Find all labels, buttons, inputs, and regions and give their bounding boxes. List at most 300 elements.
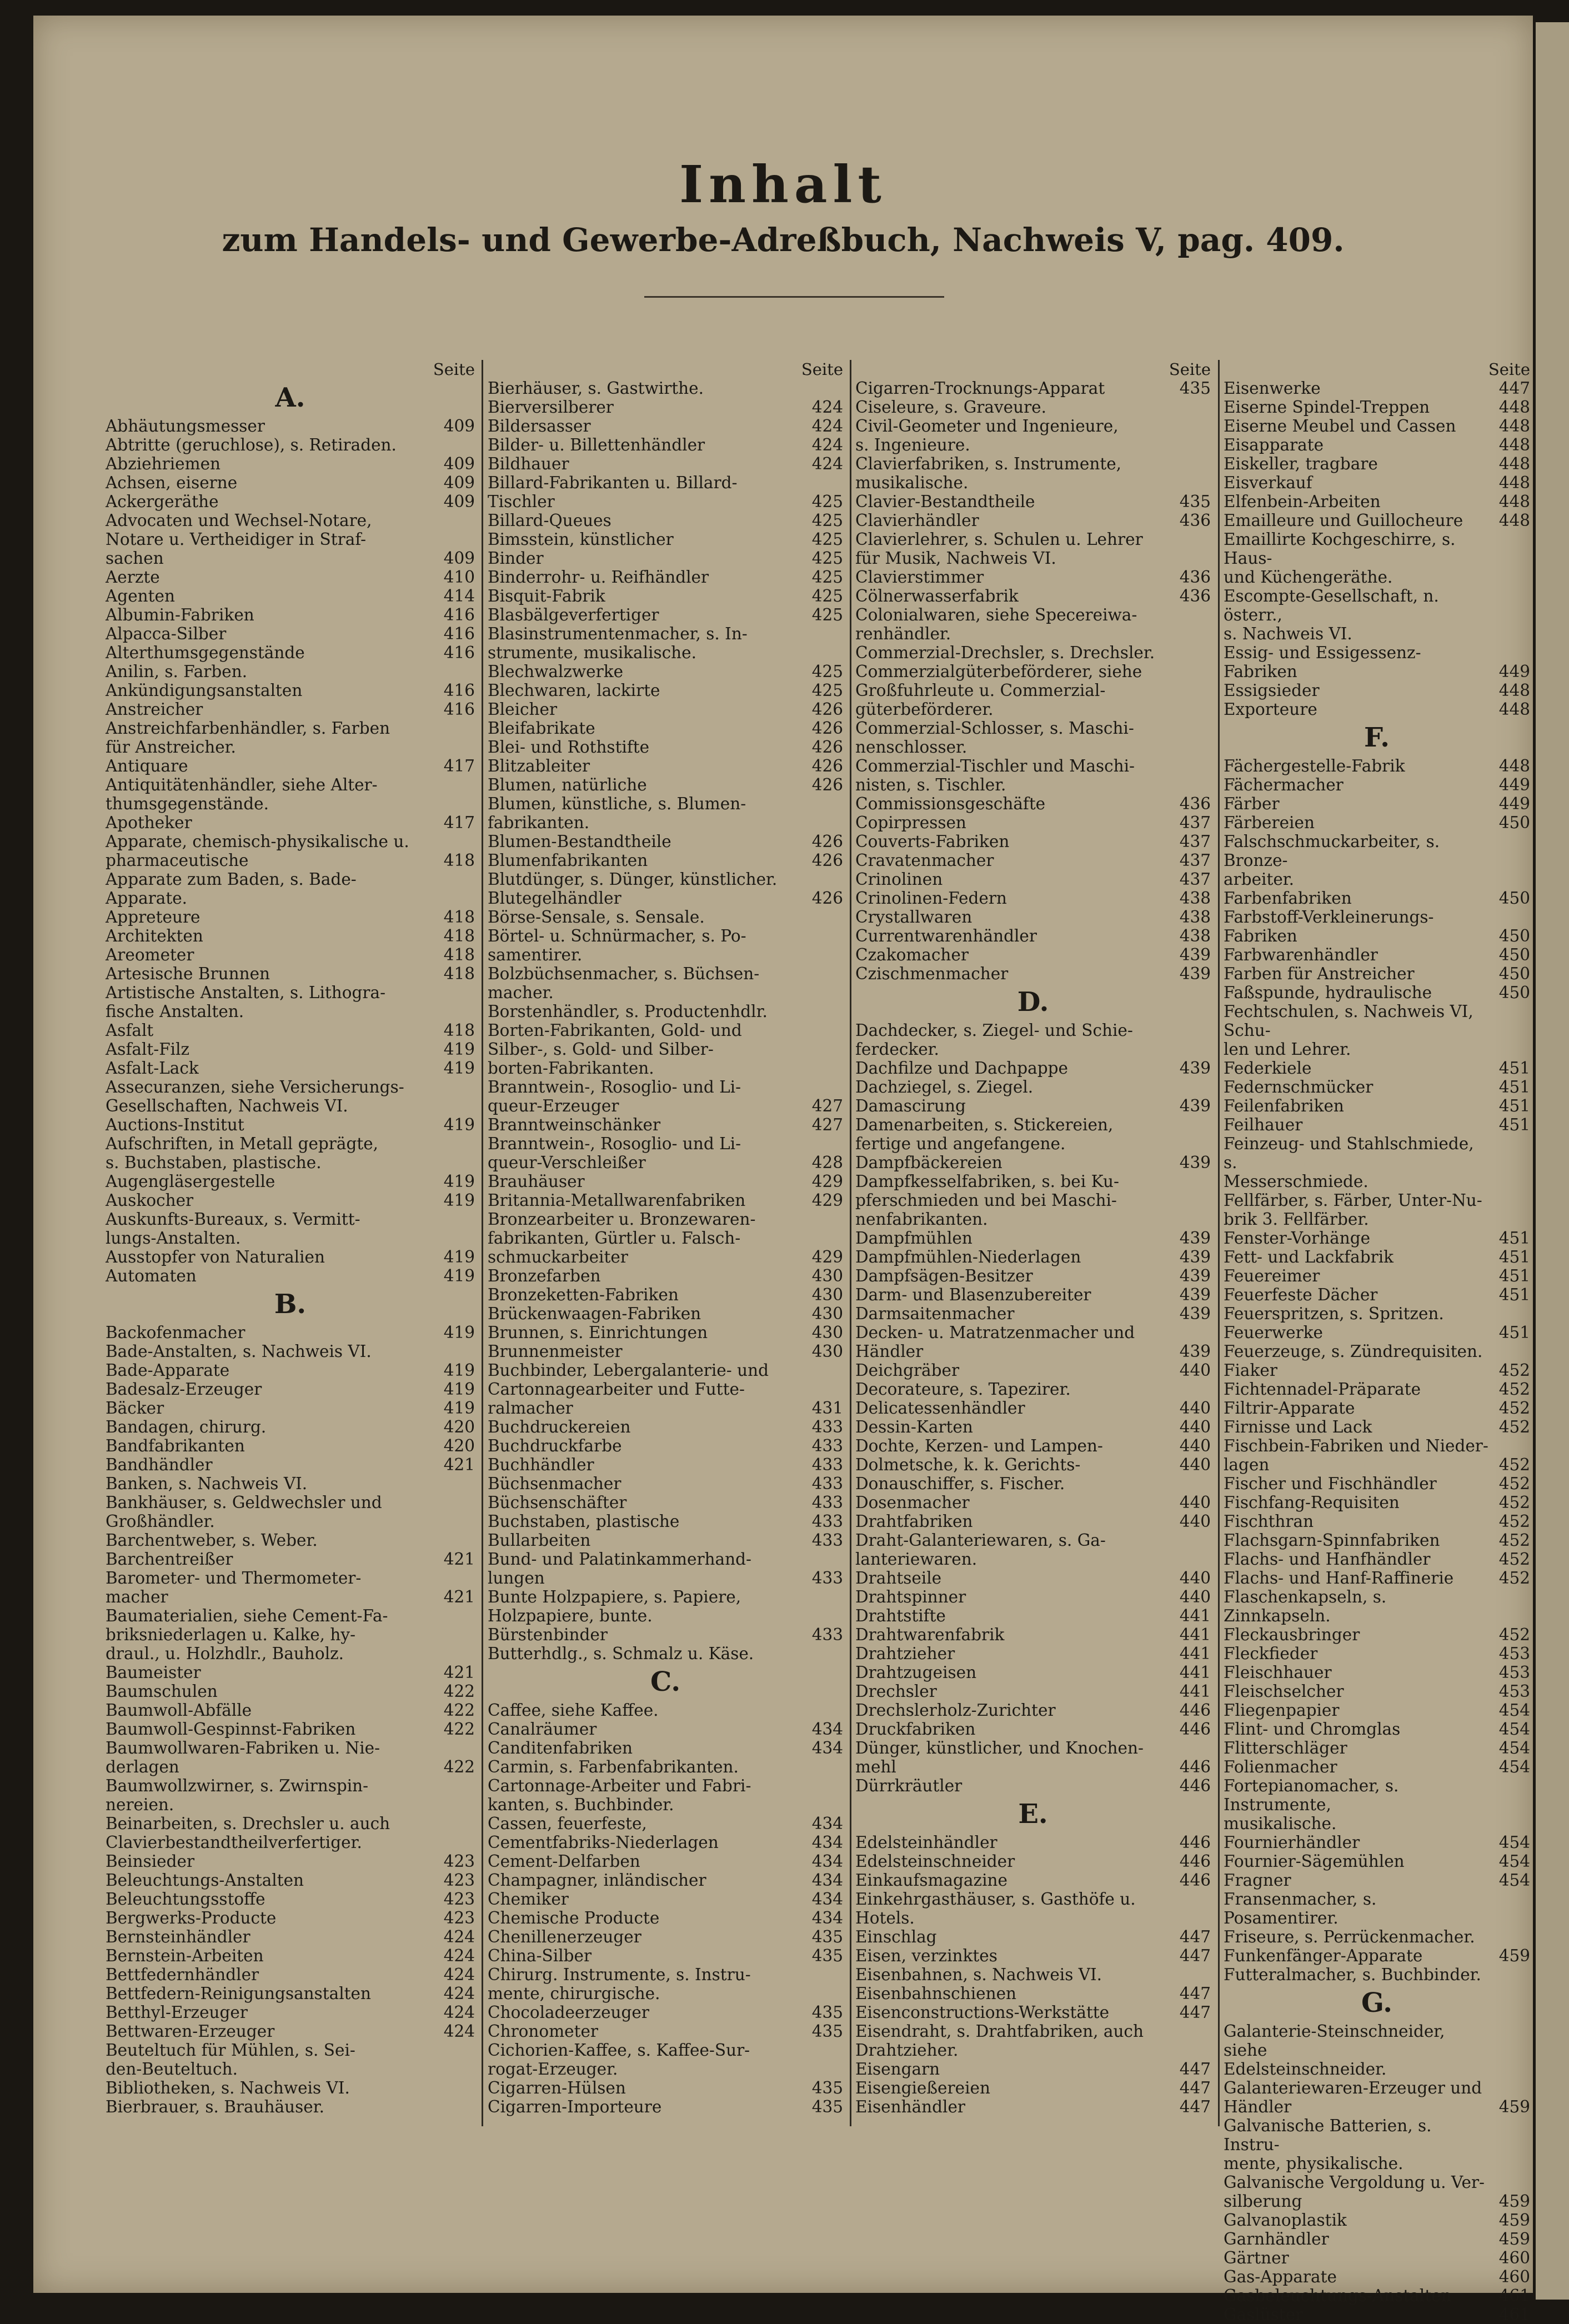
index-entry xyxy=(1224,587,1530,643)
column-header-seite: Seite xyxy=(433,360,475,379)
entry-term: Dessin-Karten xyxy=(855,1418,973,1436)
entry-term: Feuereimer xyxy=(1224,1266,1320,1285)
entry-page-number: 424 xyxy=(443,2003,475,2022)
entry-term: Gasbeleuchtungs-Anstalten xyxy=(1224,2286,1452,2305)
section-letter: C. xyxy=(650,1666,681,1697)
entry-term: Edelsteinschneider xyxy=(855,1852,1015,1871)
entry-page-number: 430 xyxy=(811,1266,843,1285)
entry-term: Draht-Galanteriewaren, s. Ga- lanteriewaren. xyxy=(855,1531,1106,1569)
entry-page-number: 459 xyxy=(1498,2211,1530,2230)
entry-page-number: 454 xyxy=(1498,1701,1530,1720)
index-entry xyxy=(106,719,475,757)
entry-term: Britannia-Metallwarenfabriken xyxy=(488,1191,746,1210)
index-entry xyxy=(1224,757,1530,775)
entry-page-number: 426 xyxy=(811,738,843,757)
entry-term: Damenarbeiten, s. Stickereien, fertige und angefangene. xyxy=(855,1115,1114,1153)
entry-term: Bandfabrikanten xyxy=(106,1436,245,1455)
index-entry xyxy=(488,832,843,851)
index-entry xyxy=(106,1871,475,1890)
index-entry xyxy=(1224,1871,1530,1890)
entry-page-number: 450 xyxy=(1498,926,1530,945)
entry-page-number: 424 xyxy=(443,1984,475,2003)
entry-page-number: 425 xyxy=(811,662,843,681)
index-entry xyxy=(106,587,475,605)
entry-page-number: 454 xyxy=(1498,1757,1530,1776)
entry-page-number: 424 xyxy=(443,2022,475,2041)
entry-page-number: 449 xyxy=(1498,794,1530,813)
index-entry xyxy=(488,2022,843,2041)
entry-term: Bildhauer xyxy=(488,454,569,473)
entry-page-number: 461 xyxy=(1498,2305,1530,2324)
entry-term: Feinzeug- und Stahlschmiede, s. Messerschmiede. xyxy=(1224,1134,1474,1191)
entry-term: Brunnen, s. Einrichtungen xyxy=(488,1323,708,1342)
entry-page-number: 417 xyxy=(443,813,475,832)
index-entry xyxy=(855,794,1211,813)
index-entry xyxy=(855,1852,1211,1871)
entry-term: Commerzial-Schlosser, s. Maschi- nenschlosser. xyxy=(855,719,1134,757)
entry-term: Beuteltuch für Mühlen, s. Sei- den-Beuteltuch. xyxy=(106,2041,355,2078)
index-entry xyxy=(855,1606,1211,1625)
index-entry xyxy=(855,945,1211,964)
entry-term: Blumen-Bestandtheile xyxy=(488,832,671,851)
entry-page-number: 430 xyxy=(811,1323,843,1342)
entry-term: Crinolinen-Federn xyxy=(855,889,1007,908)
entry-term: Czischmenmacher xyxy=(855,964,1009,983)
entry-term: Drahtfabriken xyxy=(855,1512,973,1531)
index-entry xyxy=(855,643,1211,662)
entry-term: Essigsieder xyxy=(1224,681,1320,700)
entry-term: Commerzialgüterbeförderer, siehe Großfuhrleute u. Commerzial- güterbeförderer. xyxy=(855,662,1142,719)
column-header-seite: Seite xyxy=(801,360,843,379)
entry-term: Fechtschulen, s. Nachweis VI, Schu- len und Lehrer. xyxy=(1224,1002,1473,1059)
index-entry xyxy=(1224,1380,1530,1399)
index-entry xyxy=(488,398,843,417)
entry-page-number: 448 xyxy=(1498,473,1530,492)
entry-term: Buchstaben, plastische xyxy=(488,1512,680,1531)
index-entry xyxy=(106,1380,475,1399)
entry-page-number: 446 xyxy=(1179,1757,1211,1776)
index-entry xyxy=(488,1587,843,1625)
entry-page-number: 448 xyxy=(1498,398,1530,417)
index-entry xyxy=(106,662,475,681)
entry-page-number: 446 xyxy=(1179,1720,1211,1739)
entry-term: Drahtseile xyxy=(855,1569,942,1587)
entry-term: Cravatenmacher xyxy=(855,851,994,870)
entry-page-number: 452 xyxy=(1498,1455,1530,1474)
entry-term: Escompte-Gesellschaft, n. österr., s. Nachweis VI. xyxy=(1224,587,1439,643)
index-entry xyxy=(1224,1361,1530,1380)
entry-term: Eisengießereien xyxy=(855,2078,990,2097)
entry-page-number: 439 xyxy=(1179,1153,1211,1172)
index-entry xyxy=(488,1871,843,1890)
entry-page-number: 435 xyxy=(811,2078,843,2097)
entry-term: Fleckausbringer xyxy=(1224,1625,1360,1644)
index-entry xyxy=(1224,1323,1530,1342)
entry-page-number: 424 xyxy=(443,1927,475,1946)
index-entry xyxy=(488,2097,843,2116)
entry-term: Blumen, künstliche, s. Blumen- fabrikanten. xyxy=(488,794,746,832)
entry-term: Cichorien-Kaffee, s. Kaffee-Sur- rogat-Erzeuger. xyxy=(488,2041,750,2078)
entry-term: Clavierlehrer, s. Schulen u. Lehrer für Musik, Nachweis VI. xyxy=(855,530,1143,568)
entry-page-number: 434 xyxy=(811,1720,843,1739)
entry-page-number: 418 xyxy=(443,964,475,983)
entry-term: Baumwollwaren-Fabriken u. Nie- derlagen xyxy=(106,1739,380,1776)
entry-term: Billard-Fabrikanten u. Billard- Tischler xyxy=(488,473,738,511)
entry-term: Blutdünger, s. Dünger, künstlicher. xyxy=(488,870,778,889)
entry-term: Bronzefarben xyxy=(488,1266,601,1285)
entry-page-number: 438 xyxy=(1179,908,1211,926)
index-entry xyxy=(855,1096,1211,1115)
index-entry xyxy=(106,1814,475,1852)
entry-page-number: 452 xyxy=(1498,1550,1530,1569)
entry-term: Fellfärber, s. Färber, Unter-Nu- brik 3. Fellfärber. xyxy=(1224,1191,1482,1229)
entry-term: Dochte, Kerzen- und Lampen- xyxy=(855,1436,1103,1455)
index-entry xyxy=(1224,2267,1530,2286)
index-entry xyxy=(855,757,1211,794)
index-entry xyxy=(106,1852,475,1871)
entry-page-number: 447 xyxy=(1179,1946,1211,1965)
entry-page-number: 416 xyxy=(443,643,475,662)
index-entry xyxy=(106,1191,475,1210)
entry-page-number: 448 xyxy=(1498,492,1530,511)
index-entry xyxy=(488,1833,843,1852)
entry-page-number: 454 xyxy=(1498,1871,1530,1890)
index-entry xyxy=(106,605,475,624)
index-entry xyxy=(1224,945,1530,964)
entry-page-number: 418 xyxy=(443,1021,475,1040)
entry-term: Drahtspinner xyxy=(855,1587,966,1606)
entry-page-number: 425 xyxy=(811,568,843,587)
index-entry xyxy=(106,1493,475,1531)
index-entry xyxy=(488,1210,843,1266)
entry-term: Flaschenkapseln, s. Zinnkapseln. xyxy=(1224,1587,1387,1625)
entry-page-number: 419 xyxy=(443,1191,475,1210)
index-entry xyxy=(855,1078,1211,1096)
entry-term: Blechwalzwerke xyxy=(488,662,624,681)
entry-term: Buchbinder, Lebergalanterie- und Cartonnagearbeiter und Futte- ralmacher xyxy=(488,1361,769,1418)
entry-term: Dampfmühlen xyxy=(855,1229,973,1248)
entry-term: Colonialwaren, siehe Specereiwa- renhändler. xyxy=(855,605,1137,643)
index-entry xyxy=(106,1701,475,1720)
entry-term: Bund- und Palatinkammerhand- lungen xyxy=(488,1550,751,1587)
entry-page-number: 435 xyxy=(811,2022,843,2041)
index-entry xyxy=(106,1021,475,1040)
entry-page-number: 427 xyxy=(811,1115,843,1134)
entry-page-number: 441 xyxy=(1179,1644,1211,1663)
index-entry xyxy=(488,568,843,587)
entry-term: Donauschiffer, s. Fischer. xyxy=(855,1474,1065,1493)
index-entry xyxy=(106,624,475,643)
entry-page-number: 422 xyxy=(443,1682,475,1701)
entry-page-number: 434 xyxy=(811,1909,843,1927)
entry-page-number: 409 xyxy=(443,417,475,435)
entry-term: Betthyl-Erzeuger xyxy=(106,2003,248,2022)
entry-page-number: 437 xyxy=(1179,832,1211,851)
index-entry xyxy=(106,2097,475,2116)
index-entry xyxy=(106,2078,475,2097)
entry-term: Borten-Fabrikanten, Gold- und Silber-, s. Gold- und Silber- borten-Fabrikanten. xyxy=(488,1021,742,1078)
entry-page-number: 446 xyxy=(1179,1871,1211,1890)
index-entry xyxy=(855,1115,1211,1153)
entry-term: Bronzearbeiter u. Bronzewaren- fabrikanten, Gürtler u. Falsch- schmuckarbeiter xyxy=(488,1210,756,1266)
entry-term: Brauhäuser xyxy=(488,1172,585,1191)
entry-page-number: 434 xyxy=(811,1814,843,1833)
index-entry xyxy=(1224,1096,1530,1115)
index-entry xyxy=(488,1890,843,1909)
entry-term: Feilhauer xyxy=(1224,1115,1303,1134)
entry-page-number: 446 xyxy=(1179,1701,1211,1720)
entry-page-number: 439 xyxy=(1179,1096,1211,1115)
index-entry xyxy=(488,1927,843,1946)
entry-term: Einschlag xyxy=(855,1927,937,1946)
index-entry xyxy=(488,1323,843,1342)
index-entry xyxy=(855,889,1211,908)
index-entry xyxy=(1224,1644,1530,1663)
index-entry xyxy=(106,983,475,1021)
entry-page-number: 424 xyxy=(811,454,843,473)
entry-term: Gaslüster xyxy=(1224,2305,1304,2324)
entry-term: Beinsieder xyxy=(106,1852,195,1871)
entry-term: Achsen, eiserne xyxy=(106,473,238,492)
entry-term: Beleuchtungsstoffe xyxy=(106,1890,265,1909)
entry-term: Farbenfabriken xyxy=(1224,889,1352,908)
entry-term: Drahtwarenfabrik xyxy=(855,1625,1005,1644)
entry-page-number: 439 xyxy=(1179,1229,1211,1248)
index-entry xyxy=(855,832,1211,851)
entry-term: Barchentweber, s. Weber. xyxy=(106,1531,318,1550)
entry-term: Friseure, s. Perrückenmacher. xyxy=(1224,1927,1475,1946)
index-entry xyxy=(488,1531,843,1550)
index-entry xyxy=(488,908,843,926)
entry-page-number: 433 xyxy=(811,1512,843,1531)
entry-page-number: 451 xyxy=(1498,1323,1530,1342)
index-entry xyxy=(106,1663,475,1682)
document-page xyxy=(33,16,1533,2324)
index-entry xyxy=(488,1701,843,1720)
index-entry xyxy=(488,511,843,530)
index-entry xyxy=(1224,1757,1530,1776)
index-entry xyxy=(1224,908,1530,945)
entry-page-number: 409 xyxy=(443,454,475,473)
index-entry xyxy=(1224,398,1530,417)
entry-page-number: 435 xyxy=(811,1946,843,1965)
entry-term: Flachsgarn-Spinnfabriken xyxy=(1224,1531,1440,1550)
entry-term: Bankhäuser, s. Geldwechsler und Großhändler. xyxy=(106,1493,382,1531)
entry-term: Bronzeketten-Fabriken xyxy=(488,1285,679,1304)
entry-page-number: 441 xyxy=(1179,1606,1211,1625)
entry-page-number: 439 xyxy=(1179,964,1211,983)
index-entry xyxy=(1224,794,1530,813)
entry-page-number: 460 xyxy=(1498,2267,1530,2286)
index-entry xyxy=(1224,681,1530,700)
entry-page-number: 421 xyxy=(443,1587,475,1606)
index-entry xyxy=(106,2041,475,2078)
index-entry xyxy=(855,2097,1211,2116)
index-entry xyxy=(106,1172,475,1191)
index-entry xyxy=(1224,1946,1530,1965)
index-entry xyxy=(855,1833,1211,1852)
entry-term: Auctions-Institut xyxy=(106,1115,244,1134)
entry-term: Binderrohr- u. Reifhändler xyxy=(488,568,709,587)
entry-term: Cementfabriks-Niederlagen xyxy=(488,1833,719,1852)
entry-term: Börse-Sensale, s. Sensale. xyxy=(488,908,705,926)
entry-page-number: 422 xyxy=(443,1720,475,1739)
index-entry xyxy=(488,889,843,908)
entry-page-number: 447 xyxy=(1179,1984,1211,2003)
entry-term: Clavierfabriken, s. Instrumente, musikalische. xyxy=(855,454,1122,492)
entry-term: Bettfedernhändler xyxy=(106,1965,259,1984)
entry-term: Appreteure xyxy=(106,908,200,926)
index-entry xyxy=(1224,530,1530,587)
entry-page-number: 425 xyxy=(811,549,843,568)
index-entry xyxy=(1224,2116,1530,2173)
index-entry xyxy=(1224,1739,1530,1757)
index-entry xyxy=(1224,2248,1530,2267)
index-entry xyxy=(488,1852,843,1871)
index-column-3 xyxy=(855,360,1211,2137)
index-entry xyxy=(488,757,843,775)
entry-page-number: 438 xyxy=(1179,889,1211,908)
index-entry xyxy=(106,2003,475,2022)
entry-term: Galanterie-Steinschneider, siehe Edelsteinschneider. xyxy=(1224,2022,1445,2078)
index-entry xyxy=(488,1493,843,1512)
entry-page-number: 419 xyxy=(443,1266,475,1285)
entry-term: Färbereien xyxy=(1224,813,1315,832)
entry-page-number: 451 xyxy=(1498,1096,1530,1115)
entry-term: Caffee, siehe Kaffee. xyxy=(488,1701,659,1720)
entry-page-number: 446 xyxy=(1179,1833,1211,1852)
index-entry xyxy=(106,1059,475,1078)
index-entry xyxy=(488,926,843,964)
entry-term: Crystallwaren xyxy=(855,908,973,926)
entry-term: Chemische Producte xyxy=(488,1909,660,1927)
index-entry xyxy=(488,1285,843,1304)
entry-term: Fragner xyxy=(1224,1871,1291,1890)
index-entry xyxy=(488,738,843,757)
entry-term: Blutegelhändler xyxy=(488,889,621,908)
index-entry xyxy=(1224,1776,1530,1833)
index-entry xyxy=(855,1663,1211,1682)
entry-term: Antiquitätenhändler, siehe Alter- thumsgegenstände. xyxy=(106,775,378,813)
index-entry xyxy=(855,1059,1211,1078)
entry-page-number: 435 xyxy=(1179,379,1211,398)
index-entry xyxy=(488,700,843,719)
entry-page-number: 426 xyxy=(811,889,843,908)
entry-page-number: 447 xyxy=(1498,379,1530,398)
index-entry xyxy=(488,851,843,870)
entry-term: Blitzableiter xyxy=(488,757,590,775)
entry-page-number: 448 xyxy=(1498,681,1530,700)
entry-term: Eisen, verzinktes xyxy=(855,1946,997,1965)
index-entry xyxy=(488,624,843,662)
entry-term: Einkaufsmagazine xyxy=(855,1871,1007,1890)
section-letter: F. xyxy=(1364,722,1390,753)
entry-term: Cigarren-Importeure xyxy=(488,2097,662,2116)
entry-term: Feuerzeuge, s. Zündrequisiten. xyxy=(1224,1342,1483,1361)
entry-page-number: 438 xyxy=(1179,926,1211,945)
entry-page-number: 434 xyxy=(811,1833,843,1852)
index-entry xyxy=(106,1890,475,1909)
index-entry xyxy=(855,511,1211,530)
entry-page-number: 426 xyxy=(811,832,843,851)
entry-term: Eisenconstructions-Werkstätte xyxy=(855,2003,1110,2022)
entry-page-number: 450 xyxy=(1498,889,1530,908)
index-entry xyxy=(1224,700,1530,719)
index-entry xyxy=(855,1890,1211,1927)
entry-term: Feuerfeste Dächer xyxy=(1224,1285,1378,1304)
entry-page-number: 440 xyxy=(1179,1512,1211,1531)
entry-page-number: 447 xyxy=(1179,1927,1211,1946)
entry-term: Backofenmacher xyxy=(106,1323,245,1342)
entry-term: Eisapparate xyxy=(1224,435,1324,454)
entry-term: Bleifabrikate xyxy=(488,719,595,738)
entry-term: Färber xyxy=(1224,794,1280,813)
index-entry xyxy=(1224,435,1530,454)
entry-page-number: 433 xyxy=(811,1455,843,1474)
index-entry xyxy=(855,719,1211,757)
index-entry xyxy=(106,2022,475,2041)
entry-term: Fournier-Sägemühlen xyxy=(1224,1852,1405,1871)
column-header-seite: Seite xyxy=(1169,360,1211,379)
entry-page-number: 430 xyxy=(811,1304,843,1323)
index-entry xyxy=(855,1248,1211,1266)
entry-term: Bettwaren-Erzeuger xyxy=(106,2022,275,2041)
entry-page-number: 409 xyxy=(443,473,475,492)
entry-page-number: 423 xyxy=(443,1909,475,1927)
entry-page-number: 433 xyxy=(811,1474,843,1493)
entry-term: Cigarren-Trocknungs-Apparat xyxy=(855,379,1105,398)
entry-term: Baumwollzwirner, s. Zwirnspin- nereien. xyxy=(106,1776,369,1814)
entry-page-number: 433 xyxy=(811,1418,843,1436)
entry-page-number: 451 xyxy=(1498,1248,1530,1266)
entry-term: Blei- und Rothstifte xyxy=(488,738,650,757)
entry-term: Dürrkräutler xyxy=(855,1776,963,1795)
entry-page-number: 426 xyxy=(811,851,843,870)
index-entry xyxy=(855,379,1211,398)
index-entry xyxy=(855,926,1211,945)
index-entry xyxy=(1224,454,1530,473)
entry-term: Commerzial-Drechsler, s. Drechsler. xyxy=(855,643,1155,662)
entry-term: Exporteure xyxy=(1224,700,1317,719)
index-entry xyxy=(488,1625,843,1644)
entry-page-number: 448 xyxy=(1498,511,1530,530)
entry-page-number: 435 xyxy=(1179,492,1211,511)
index-entry xyxy=(1224,832,1530,889)
index-entry xyxy=(1224,1474,1530,1493)
entry-page-number: 421 xyxy=(443,1550,475,1569)
entry-page-number: 416 xyxy=(443,624,475,643)
index-entry xyxy=(855,1927,1211,1946)
index-entry xyxy=(488,2078,843,2097)
entry-term: Eiserne Spindel-Treppen xyxy=(1224,398,1430,417)
entry-page-number: 425 xyxy=(811,511,843,530)
entry-term: Architekten xyxy=(106,926,203,945)
entry-page-number: 426 xyxy=(811,757,843,775)
index-entry xyxy=(1224,1134,1530,1191)
index-entry xyxy=(855,964,1211,983)
entry-page-number: 439 xyxy=(1179,1059,1211,1078)
index-entry xyxy=(855,492,1211,511)
entry-page-number: 434 xyxy=(811,1890,843,1909)
index-entry xyxy=(855,1644,1211,1663)
index-entry xyxy=(855,417,1211,454)
index-entry xyxy=(106,1474,475,1493)
entry-page-number: 440 xyxy=(1179,1569,1211,1587)
index-entry xyxy=(488,1946,843,1965)
column-divider xyxy=(850,360,851,2126)
section-letter: D. xyxy=(1017,986,1049,1018)
index-entry xyxy=(855,1946,1211,1965)
